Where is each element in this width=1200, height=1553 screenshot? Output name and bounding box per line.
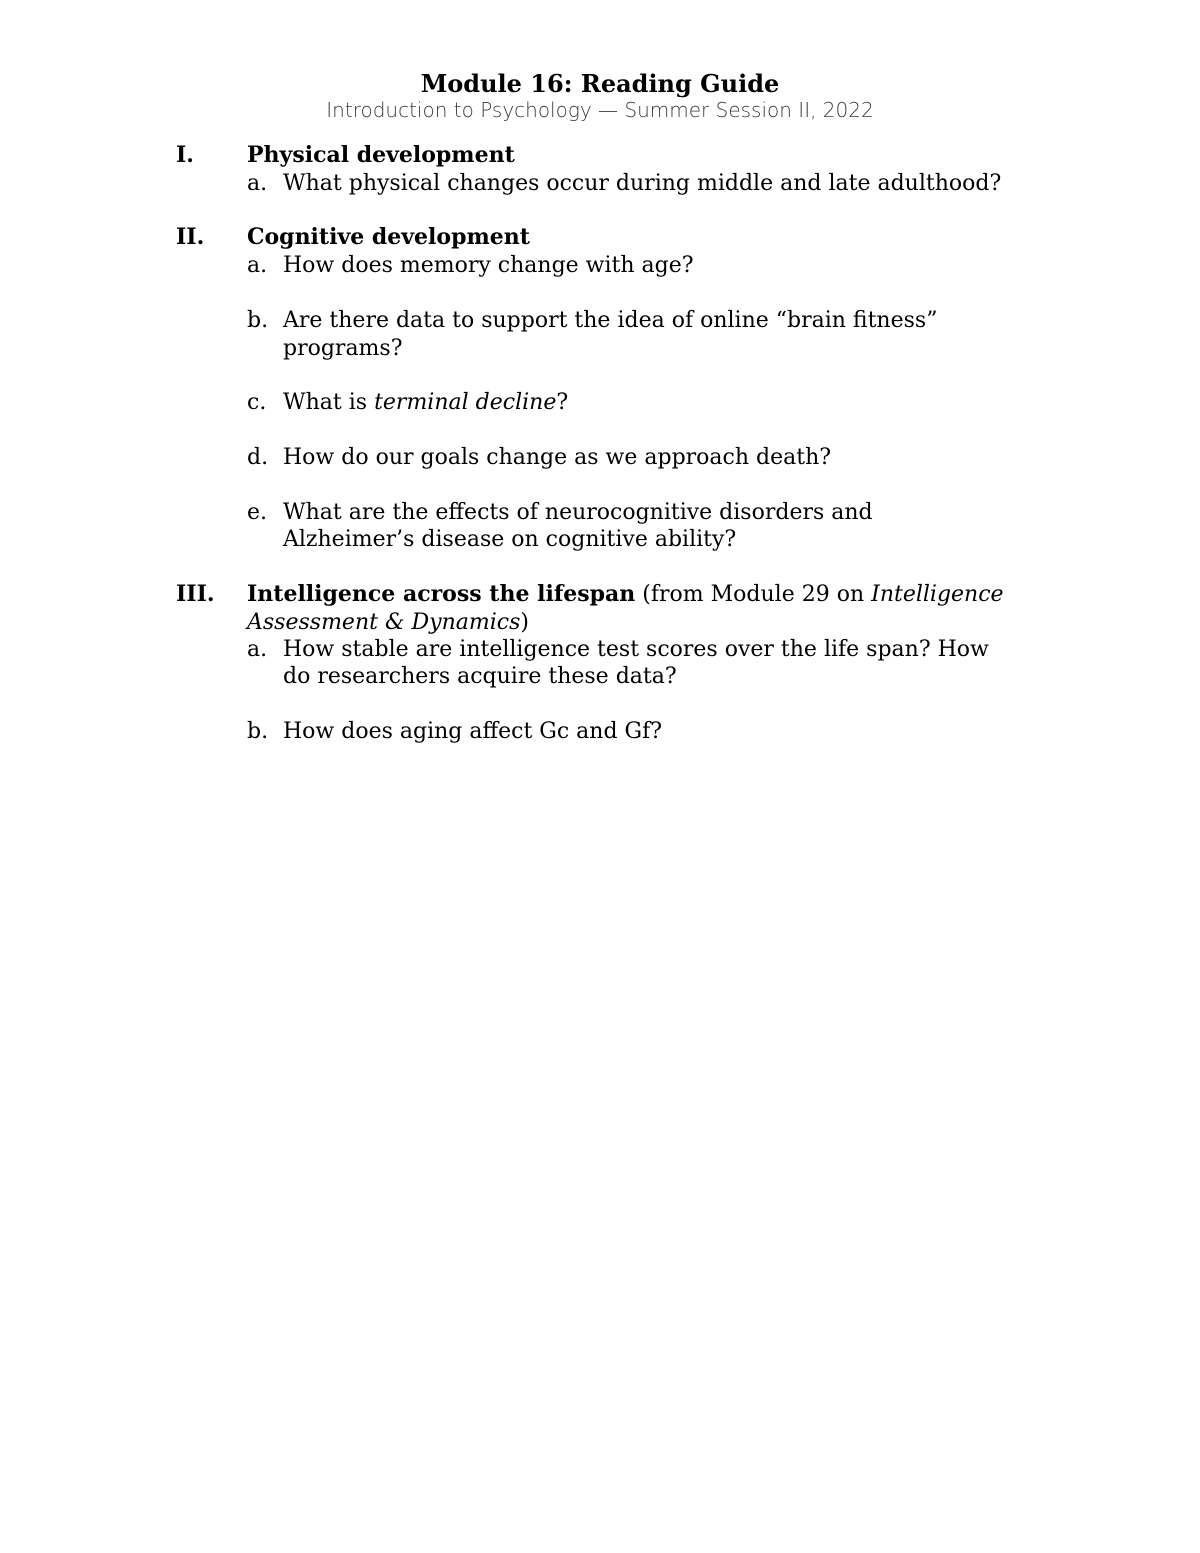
item-text-2c-emphasis: terminal decline [374,390,557,415]
item-text-2b-line2: programs? [283,336,403,361]
item-text-2c-suffix: ? [556,390,569,415]
section-heading-3-line2 [247,609,529,636]
item-letter-2e: e. [247,500,268,525]
item-letter-2b: b. [247,308,269,333]
section-heading-3-note-emphasis: Intelligence [871,582,1004,607]
item-text-2e-line2: Alzheimer’s disease on cognitive ability? [283,527,737,552]
page-title: Module 16: Reading Guide [420,69,780,98]
item-text-2c [283,389,568,416]
section-heading-3-note-prefix: (from Module 29 on [635,582,872,607]
section-numeral-2: II. [176,224,205,250]
item-text-2a: How does memory change with age? [283,253,694,278]
section-heading-1: Physical development [247,142,515,168]
item-text-3b: How does aging affect Gc and Gf? [283,719,663,744]
item-text-2c-prefix: What is [283,390,375,415]
section-heading-3-line2-emphasis: Assessment & Dynamics [247,610,521,635]
item-text-2d: How do our goals change as we approach death? [283,445,832,470]
section-heading-3-text: Intelligence across the lifespan [247,581,636,607]
item-text-2e-line1: What are the effects of neurocognitive disorders and [283,500,873,525]
section-numeral-3: III. [176,581,215,607]
item-text-3a-line1: How stable are intelligence test scores over the life span? How [283,637,989,662]
item-text-2b-line1: Are there data to support the idea of online “brain fitness” [283,308,938,333]
item-letter-1a: a. [247,171,268,196]
item-letter-3a: a. [247,637,268,662]
item-letter-3b: b. [247,719,269,744]
item-letter-2a: a. [247,253,268,278]
section-numeral-1: I. [176,142,194,168]
item-text-1a: What physical changes occur during middle and late adulthood? [283,171,1002,196]
item-text-3a-line2: do researchers acquire these data? [283,664,677,689]
section-heading-3 [247,581,1004,608]
section-heading-3-note-suffix: ) [520,610,529,635]
section-heading-2: Cognitive development [247,224,530,250]
item-letter-2d: d. [247,445,269,470]
page-subtitle: Introduction to Psychology — Summer Session II, 2022 [326,98,874,122]
item-letter-2c: c. [247,390,267,415]
